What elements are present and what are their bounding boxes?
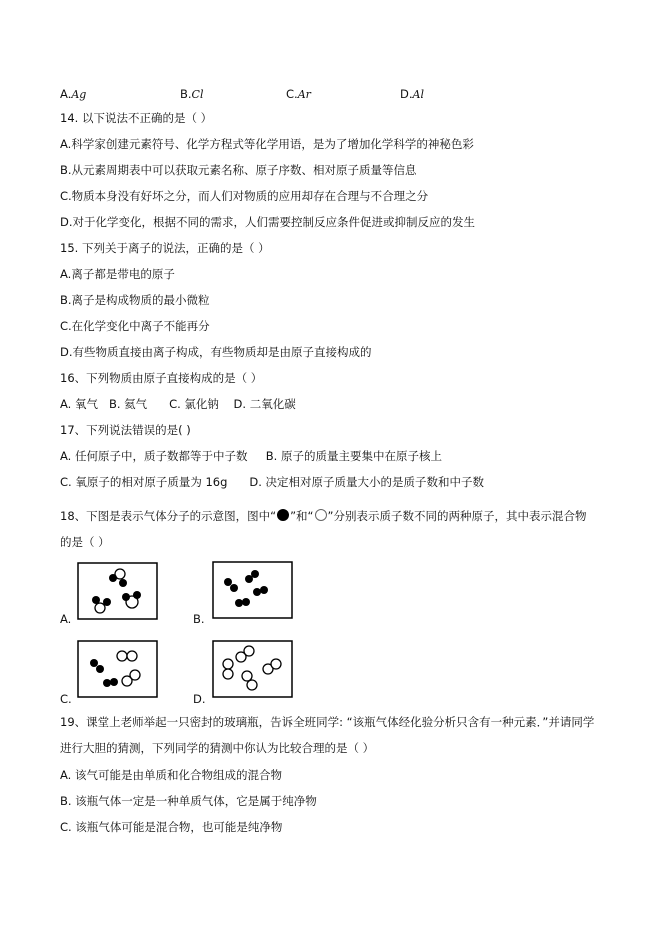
stem-text: 18、下图是表示气体分子的示意图，图中“ bbox=[60, 509, 277, 523]
figure-a-mixture-diagram[interactable] bbox=[77, 562, 159, 620]
stem-text: ”和“ bbox=[290, 509, 314, 523]
stem-text: ”分别表示质子数不同的两种原子，其中表示混合物 bbox=[327, 509, 587, 523]
option-prefix: B. bbox=[180, 87, 192, 101]
q15-stem: 15. 下列关于离子的说法，正确的是（ ） bbox=[60, 241, 270, 255]
q18-stem-line2: 的是（ ） bbox=[60, 535, 110, 549]
figure-b-diagram[interactable] bbox=[212, 561, 294, 619]
q13-option-d bbox=[400, 86, 424, 103]
option-prefix: A. bbox=[60, 87, 72, 101]
q19-option-a: A. 该气可能是由单质和化合物组成的混合物 bbox=[60, 768, 282, 782]
element-symbol: Al bbox=[412, 88, 424, 101]
element-symbol: Ag bbox=[71, 88, 87, 101]
q16-options: A. 氧气 B. 氦气 C. 氯化钠 D. 二氧化碳 bbox=[60, 397, 296, 411]
black-atom-icon bbox=[276, 508, 290, 522]
option-prefix: D. bbox=[400, 87, 413, 101]
option-prefix: C. bbox=[286, 87, 298, 101]
figure-label-b: B. bbox=[193, 612, 205, 626]
q15-option-d: D.有些物质直接由离子构成，有些物质却是由原子直接构成的 bbox=[60, 345, 372, 359]
white-atom-icon bbox=[314, 508, 328, 522]
q19-option-c: C. 该瓶气体可能是混合物，也可能是纯净物 bbox=[60, 820, 283, 834]
q15-option-a: A.离子都是带电的原子 bbox=[60, 267, 175, 281]
q13-option-a bbox=[60, 86, 86, 103]
q17-stem: 17、下列说法错误的是( ) bbox=[60, 423, 191, 437]
q19-option-b: B. 该瓶气体一定是一种单质气体，它是属于纯净物 bbox=[60, 794, 317, 808]
q17-options-line1: A. 任何原子中，质子数都等于中子数 B. 原子的质量主要集中在原子核上 bbox=[60, 449, 442, 463]
q13-option-c bbox=[286, 86, 311, 103]
q15-option-b: B.离子是构成物质的最小微粒 bbox=[60, 293, 210, 307]
q13-option-b bbox=[180, 86, 203, 103]
q19-stem-line2: 进行大胆的猜测，下列同学的猜测中你认为比较合理的是（ ） bbox=[60, 741, 375, 755]
q16-stem: 16、下列物质由原子直接构成的是（ ） bbox=[60, 371, 263, 385]
q18-stem bbox=[60, 508, 586, 524]
element-symbol: Cl bbox=[191, 88, 204, 101]
q17-options-line2: C. 氧原子的相对原子质量为 16g D. 决定相对原子质量大小的是质子数和中子数 bbox=[60, 475, 485, 489]
figure-label-d: D. bbox=[193, 692, 206, 706]
element-symbol: Ar bbox=[297, 88, 311, 101]
q19-stem-line1: 19、课堂上老师举起一只密封的玻璃瓶，告诉全班同学: “该瓶气体经化验分析只含有一种元素．”并请同学 bbox=[60, 715, 595, 729]
q14-option-c: C.物质本身没有好坏之分，而人们对物质的应用却存在合理与不合理之分 bbox=[60, 189, 429, 203]
figure-c-diagram[interactable] bbox=[77, 640, 159, 698]
figure-d-diagram[interactable] bbox=[212, 640, 294, 698]
q14-option-a: A.科学家创建元素符号、化学方程式等化学用语，是为了增加化学科学的神秘色彩 bbox=[60, 137, 474, 151]
figure-label-a: A. bbox=[60, 612, 72, 626]
figure-label-c: C. bbox=[60, 692, 72, 706]
q14-option-d: D.对于化学变化，根据不同的需求，人们需要控制反应条件促进或抑制反应的发生 bbox=[60, 215, 476, 229]
q14-option-b: B.从元素周期表中可以获取元素名称、原子序数、相对原子质量等信息 bbox=[60, 163, 417, 177]
q14-stem: 14. 以下说法不正确的是（ ） bbox=[60, 111, 213, 125]
q15-option-c: C.在化学变化中离子不能再分 bbox=[60, 319, 210, 333]
